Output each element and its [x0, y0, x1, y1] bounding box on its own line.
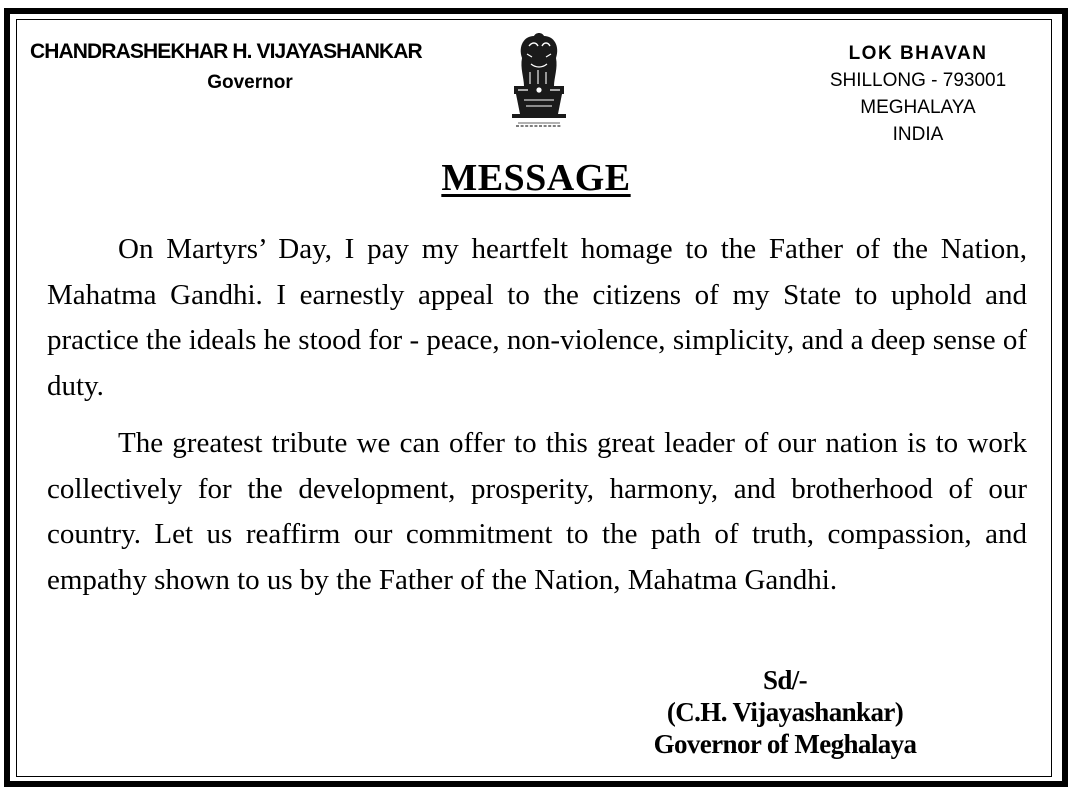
message-body: [47, 227, 1027, 615]
signature-sd: Sd/-: [762, 665, 808, 695]
state-emblem-icon: [496, 28, 580, 138]
address-line: INDIA: [892, 124, 944, 145]
address-line: MEGHALAYA: [860, 97, 976, 118]
address-block: [800, 40, 1036, 148]
signatory-name: (C.H. Vijayashankar): [666, 697, 904, 727]
sender-title: Governor: [207, 72, 293, 93]
sender-name: CHANDRASHEKHAR H. VIJAYASHANKAR: [30, 40, 422, 63]
signature-block: [605, 664, 965, 760]
message-heading: MESSAGE: [441, 157, 631, 199]
signatory-designation: Governor of Meghalaya: [653, 729, 917, 759]
message-paragraph: The greatest tribute we can offer to this great leader of our nation is to work collectively for the development, prosperity, harmony, and brotherhood of our country. Let us reaffirm our commitment to the path of truth, compassion, and empathy shown to us by the Father of the Nation, Mahatma Gandhi.: [47, 427, 1027, 596]
address-line: LOK BHAVAN: [848, 43, 988, 64]
address-line: SHILLONG - 793001: [829, 70, 1007, 91]
message-paragraph: On Martyrs’ Day, I pay my heartfelt homage to the Father of the Nation, Mahatma Gandhi. I earnestly appeal to the citizens of my State to uphold and practice the ideals he stood for - peace, non-violence, simplicity, and a deep sense of duty.: [47, 233, 1027, 402]
